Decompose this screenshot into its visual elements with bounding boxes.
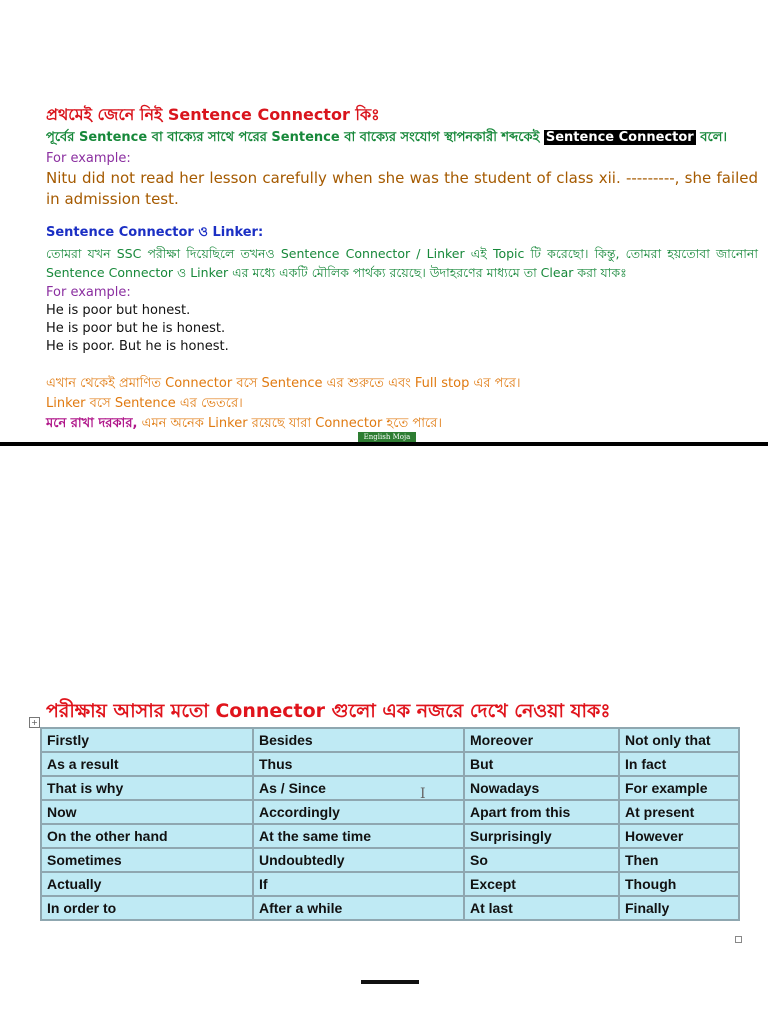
table-cell[interactable]: Sometimes [41, 848, 253, 872]
definition-line [46, 128, 758, 148]
i-beam-cursor-icon: I [420, 786, 426, 802]
table-cell[interactable]: Undoubtedly [253, 848, 464, 872]
connector-linker-subheading: Sentence Connector ও Linker: [46, 225, 264, 240]
definition-prefix: পূর্বের Sentence বা বাক্যের সাথে পরের Sentence বা বাক্যের সংযোগ স্থাপনকারী শব্দকেই [46, 130, 540, 145]
table-cell[interactable]: Actually [41, 872, 253, 896]
table-resize-handle[interactable] [735, 936, 742, 943]
note-remember-prefix: মনে রাখা দরকার, [46, 416, 138, 431]
table-cell[interactable]: On the other hand [41, 824, 253, 848]
table-cell[interactable]: Apart from this [464, 800, 619, 824]
connector-linker-paragraph: তোমরা যখন SSC পরীক্ষা দিয়েছিলে তখনও Sentence Connector / Linker এই Topic টি করেছো। কিন্তু, তোমরা হয়তোবা জানোনা Sentence Connector ও Linker এর মধ্যে একটি মৌলিক পার্থক্য রয়েছে। উদাহরণের মাধ্যমে তা Clear করা যাকঃ [46, 246, 758, 280]
table-cell[interactable]: Though [619, 872, 739, 896]
table-row [41, 824, 739, 848]
watermark-logo: English Moja [358, 432, 416, 443]
bottom-bar [361, 980, 419, 984]
table-cell[interactable]: In fact [619, 752, 739, 776]
table-cell[interactable]: So [464, 848, 619, 872]
example-label-1: For example: [46, 151, 131, 166]
table-row [41, 800, 739, 824]
nitu-sentence: Nitu did not read her lesson carefully when she was the student of class xii. ---------, she failed in admission test. [46, 169, 758, 208]
table-row [41, 896, 739, 920]
connector-intro-section [46, 104, 758, 434]
connector-table-heading: পরীক্ষায় আসার মতো Connector গুলো এক নজরে দেখে নেওয়া যাকঃ [46, 700, 611, 722]
intro-heading: প্রথমেই জেনে নিই Sentence Connector কিঃ [46, 105, 380, 124]
table-row [41, 872, 739, 896]
table-row [41, 848, 739, 872]
table-cell[interactable]: At the same time [253, 824, 464, 848]
page-divider [0, 442, 768, 446]
table-row [41, 728, 739, 752]
table-cell[interactable]: After a while [253, 896, 464, 920]
table-cell[interactable]: Now [41, 800, 253, 824]
table-cell[interactable]: If [253, 872, 464, 896]
definition-suffix: বলে। [700, 130, 728, 145]
table-cell[interactable]: Nowadays [464, 776, 619, 800]
table-cell[interactable]: For example [619, 776, 739, 800]
table-cell[interactable]: Finally [619, 896, 739, 920]
table-cell[interactable]: Besides [253, 728, 464, 752]
table-cell[interactable]: At last [464, 896, 619, 920]
note-remember-rest: এমন অনেক Linker রয়েছে যারা Connector হতে পারে। [141, 416, 442, 431]
table-cell[interactable]: Then [619, 848, 739, 872]
table-cell[interactable]: That is why [41, 776, 253, 800]
example-label-2: For example: [46, 285, 131, 300]
example-line-1: He is poor but honest. [46, 303, 191, 318]
table-cell[interactable]: However [619, 824, 739, 848]
table-cell[interactable]: In order to [41, 896, 253, 920]
connector-table [40, 727, 740, 921]
example-line-3: He is poor. But he is honest. [46, 339, 229, 354]
table-cell[interactable]: Surprisingly [464, 824, 619, 848]
note-linker: Linker বসে Sentence এর ভেতরে। [46, 396, 243, 411]
table-row [41, 776, 739, 800]
table-cell[interactable]: Accordingly [253, 800, 464, 824]
table-cell[interactable]: Firstly [41, 728, 253, 752]
table-row [41, 752, 739, 776]
table-cell[interactable]: Except [464, 872, 619, 896]
table-cell[interactable]: As a result [41, 752, 253, 776]
example-line-2: He is poor but he is honest. [46, 321, 226, 336]
definition-highlight: Sentence Connector [545, 130, 694, 145]
table-cell[interactable]: But [464, 752, 619, 776]
table-cell[interactable]: As / Since [253, 776, 464, 800]
table-cell[interactable]: At present [619, 800, 739, 824]
move-icon[interactable]: + [29, 717, 40, 728]
table-cell[interactable]: Thus [253, 752, 464, 776]
table-cell[interactable]: Not only that [619, 728, 739, 752]
note-connector: এখান থেকেই প্রমাণিত Connector বসে Sentence এর শুরুতে এবং Full stop এর পরে। [46, 376, 521, 391]
table-cell[interactable]: Moreover [464, 728, 619, 752]
note-remember [46, 414, 758, 434]
